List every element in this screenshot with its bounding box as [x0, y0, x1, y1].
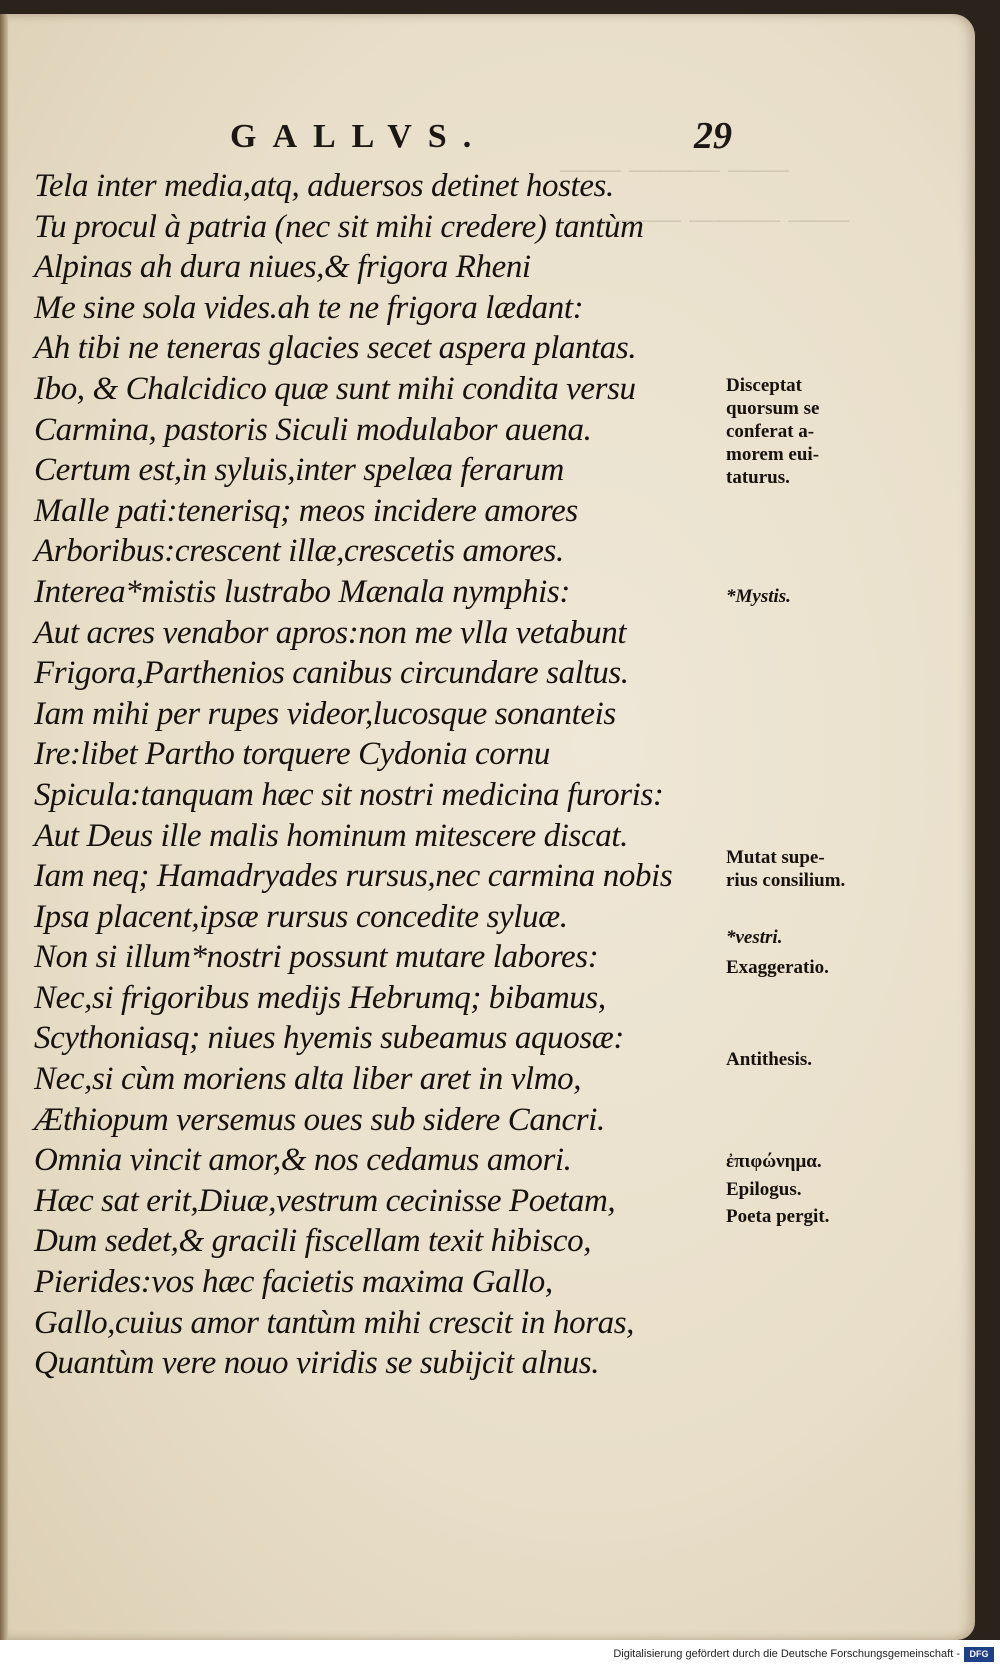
- running-head: GALLVS.: [230, 118, 488, 155]
- verse-line: Omnia vincit amor,& nos cedamus amori.: [34, 1142, 572, 1179]
- margin-note-line: conferat a-: [726, 421, 815, 442]
- verse-line: Ipsa placent,ipsæ rursus concedite syluæ.: [34, 898, 568, 935]
- verse-line: Ibo, & Chalcidico quæ sunt mihi condita versu: [34, 370, 636, 407]
- verse-line: Æthiopum versemus oues sub sidere Cancri.: [34, 1101, 605, 1138]
- digitization-footer: [0, 1640, 1000, 1670]
- show-through: —— ——— ——: [560, 150, 789, 187]
- margin-note-epiphonema: ἐπιφώνημα.: [726, 1151, 822, 1172]
- verse-line: Carmina, pastoris Siculi modulabor auena.: [34, 411, 592, 448]
- verse-line: Iam neq; Hamadryades rursus,nec carmina nobis: [34, 858, 673, 895]
- verse-line: Dum sedet,& gracili fiscellam texit hibisco,: [34, 1223, 592, 1260]
- margin-note-line: morem eui-: [726, 444, 820, 465]
- verse-line: Certum est,in syluis,inter spelæa ferarum: [34, 452, 564, 489]
- footer-credit: Digitalisierung gefördert durch die Deutsche Forschungsgemeinschaft -: [613, 1648, 960, 1660]
- margin-note-disceptat: [726, 374, 926, 489]
- verse-line: Nec,si cùm moriens alta liber aret in vlmo,: [34, 1061, 582, 1098]
- page-number: 29: [694, 115, 732, 157]
- verse-line: Interea*mistis lustrabo Mænala nymphis:: [34, 573, 570, 610]
- margin-note-exaggeratio: Exaggeratio.: [726, 957, 829, 978]
- show-through: ———— ——— ——: [560, 200, 850, 237]
- page-gutter: [0, 14, 8, 1640]
- verse-line: Quantùm vere nouo viridis se subijcit alnus.: [34, 1345, 600, 1382]
- verse-line: Scythoniasq; niues hyemis subeamus aquosæ:: [34, 1020, 624, 1057]
- verse-line: Arboribus:crescent illæ,crescetis amores.: [34, 533, 564, 570]
- margin-note-vestri: *vestri.: [726, 927, 783, 948]
- verse-line: Ire:libet Partho torquere Cydonia cornu: [34, 736, 550, 773]
- verse-line: Malle pati:tenerisq; meos incidere amores: [34, 492, 578, 529]
- margin-note-line: Disceptat: [726, 375, 802, 396]
- verse-line: Me sine sola vides.ah te ne frigora lædant:: [34, 289, 584, 326]
- verse-line: Tela inter media,atq, aduersos detinet hostes.: [34, 168, 614, 204]
- verse-line: Nec,si frigoribus medijs Hebrumq; bibamus,: [34, 979, 606, 1016]
- margin-note-line: rius consilium.: [726, 870, 846, 891]
- verse-line: Tu procul à patria (nec sit mihi credere) tantùm: [34, 208, 644, 245]
- margin-note-line: Mutat supe-: [726, 847, 825, 868]
- verse-line: Aut Deus ille malis hominum mitescere discat.: [34, 817, 628, 854]
- verse-line: Spicula:tanquam hæc sit nostri medicina furoris:: [34, 776, 664, 813]
- margin-note-mystis: *Mystis.: [726, 586, 791, 607]
- margin-note-antithesis: Antithesis.: [726, 1049, 813, 1070]
- margin-note-mutat: [726, 846, 926, 892]
- verse-line: Pierides:vos hæc facietis maxima Gallo,: [34, 1264, 553, 1301]
- verse-line: Hæc sat erit,Diuæ,vestrum cecinisse Poetam,: [34, 1182, 616, 1219]
- margin-note-poeta-pergit: Poeta pergit.: [726, 1206, 830, 1227]
- verse-line: Non si illum*nostri possunt mutare labores:: [34, 939, 599, 976]
- verse-line: Aut acres venabor apros:non me vlla vetabunt: [34, 614, 627, 651]
- verse-line: Alpinas ah dura niues,& frigora Rheni: [34, 249, 531, 286]
- verse-line: Gallo,cuius amor tantùm mihi crescit in horas,: [34, 1304, 635, 1341]
- verse-line: Iam mihi per rupes videor,lucosque sonanteis: [34, 695, 616, 732]
- dfg-logo-icon: DFG: [964, 1647, 994, 1662]
- margin-note-epilogus: Epilogus.: [726, 1179, 802, 1200]
- margin-note-line: taturus.: [726, 467, 790, 488]
- margin-note-line: quorsum se: [726, 398, 820, 419]
- verse-block: [34, 166, 694, 1384]
- verse-line: Ah tibi ne teneras glacies secet aspera plantas.: [34, 330, 637, 367]
- verse-line: Frigora,Parthenios canibus circundare saltus.: [34, 655, 629, 692]
